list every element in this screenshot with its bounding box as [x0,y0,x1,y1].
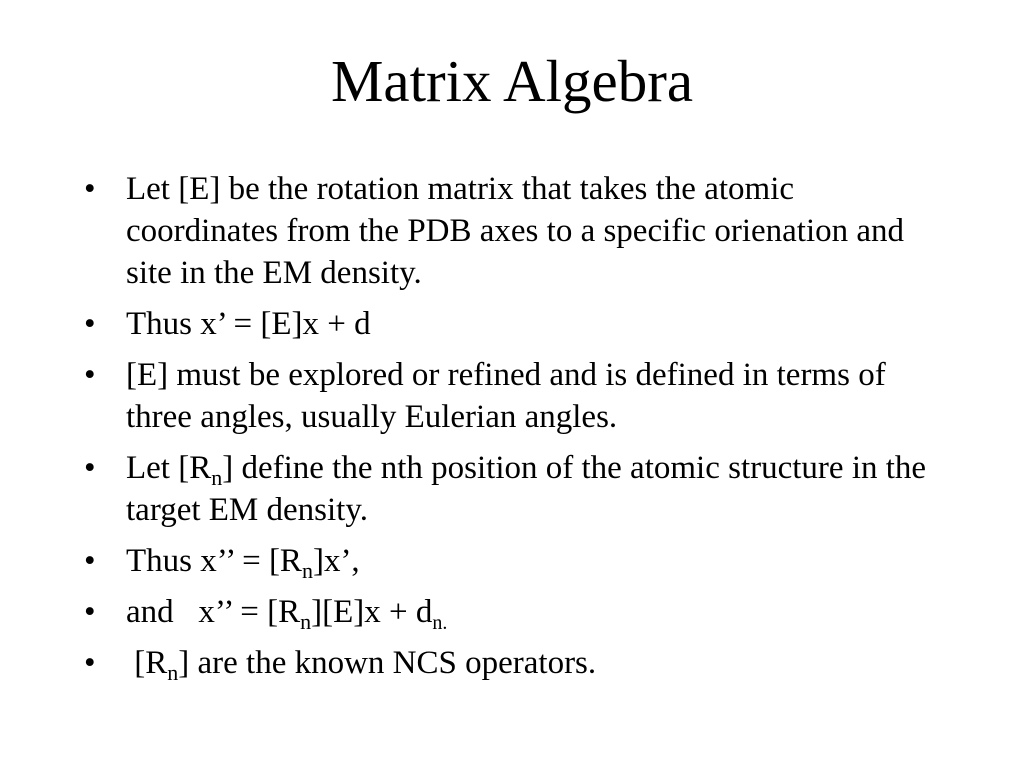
bullet-icon: • [84,645,96,681]
bullet-icon: • [84,543,96,579]
subscript: n. [432,612,448,634]
bullet-icon: • [84,171,96,207]
bullet-text: [E] must be explored or refined and is defined in terms of three angles, usually Eulerian angles. [126,357,886,435]
subscript: n [300,609,312,634]
bullet-list [84,168,944,693]
text-segment: ] define the nth position of the atomic structure in the target EM density. [126,450,927,528]
text-segment: ] are the known NCS operators. [178,645,597,681]
bullet-icon: • [84,594,96,630]
bullet-icon: • [84,450,96,486]
text-segment: [R [126,645,168,681]
text-segment: ]x’, [312,543,360,579]
bullet-item [84,642,944,684]
subscript: n [301,558,313,583]
bullet-item [84,591,944,633]
bullet-icon: • [84,306,96,342]
bullet-item [84,447,944,531]
text-segment: Thus x’’ = [R [126,543,302,579]
text-segment: and x’’ = [R [126,594,301,630]
bullet-text [126,450,926,528]
bullet-text: Let [E] be the rotation matrix that takes the atomic coordinates from the PDB axes to a specific orienation and site in the EM density. [126,171,905,291]
bullet-text [126,594,448,634]
slide-title: Matrix Algebra [330,48,694,114]
text-segment: ][E]x + d [311,594,433,630]
subscript: n [211,465,223,490]
subscript: n [167,660,179,685]
bullet-item [84,303,944,345]
bullet-item [84,168,944,294]
bullet-icon: • [84,357,96,393]
bullet-item [84,540,944,582]
bullet-text: Thus x’ = [E]x + d [126,306,371,342]
bullet-text [126,645,597,685]
text-segment: Let [R [126,450,212,486]
bullet-text [126,543,360,583]
bullet-item [84,354,944,438]
